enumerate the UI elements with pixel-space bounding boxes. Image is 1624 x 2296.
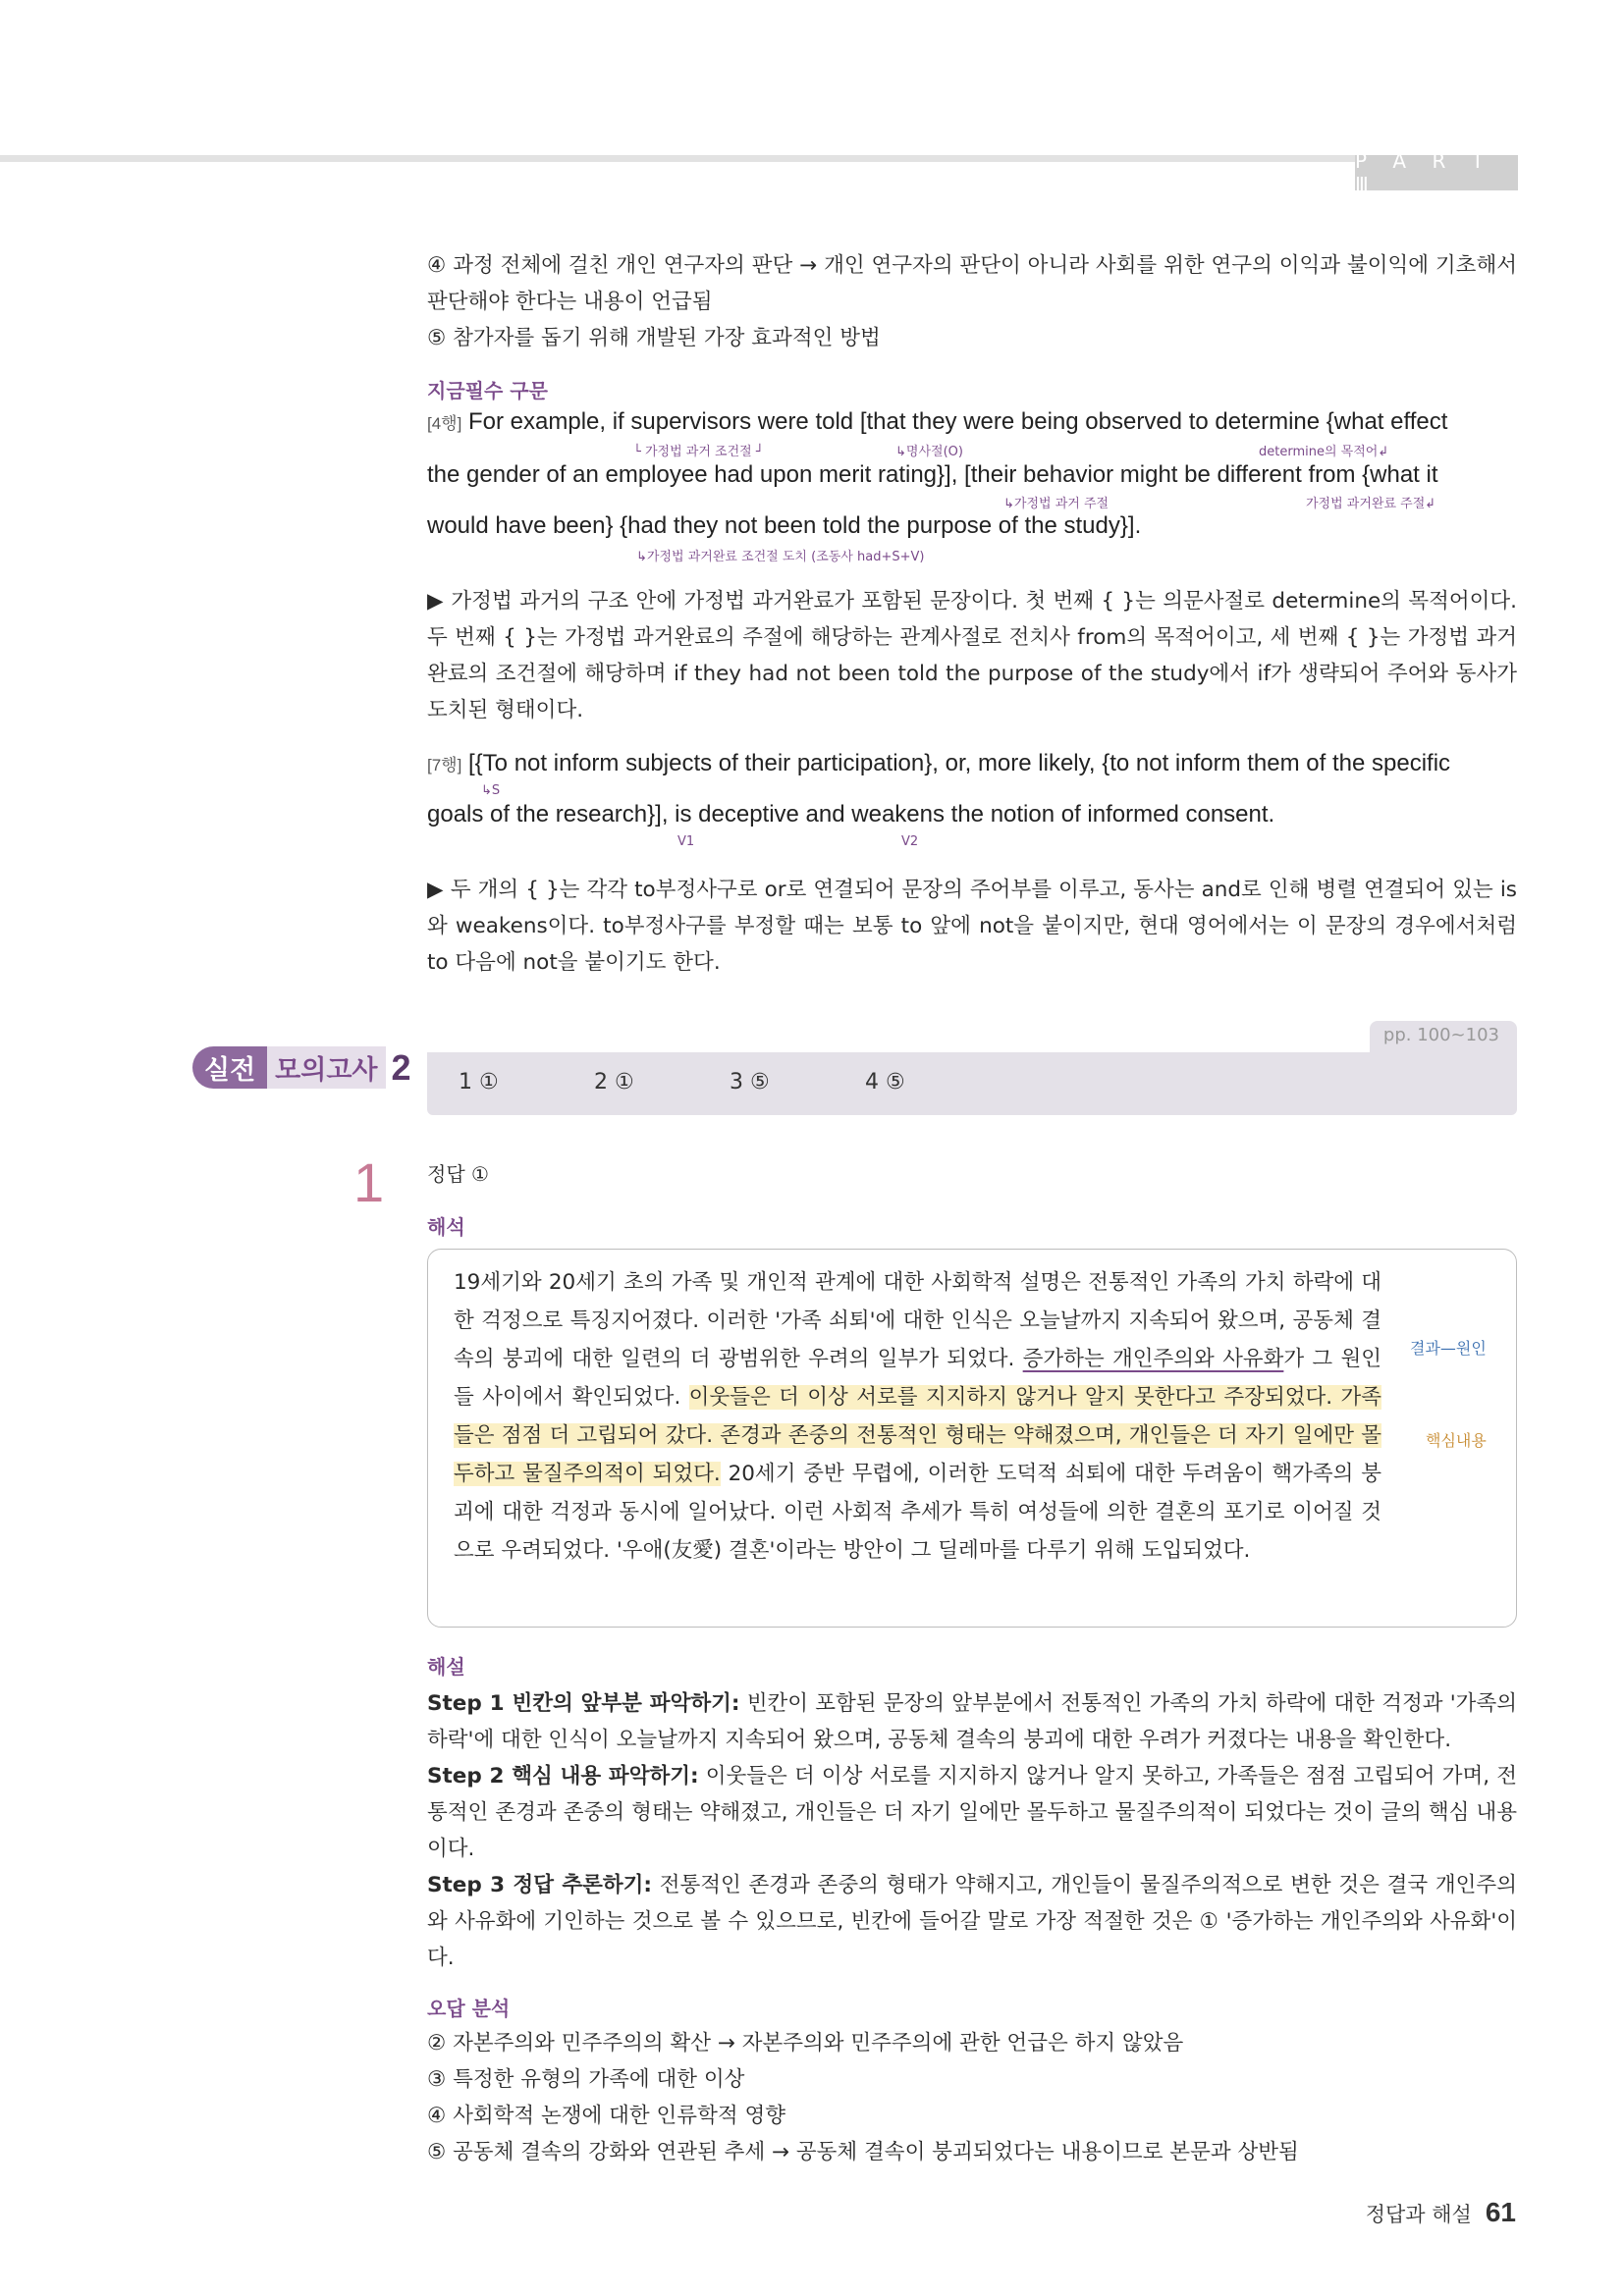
explain-1: ▶ 가정법 과거의 구조 안에 가정법 과거완료가 포함된 문장이다. 첫 번째 { }는 의문사절로 determine의 목적어이다. 두 번째 { }는 가정법 과거완료의 주절에 해당하는 관계사절로 전치사 from의 목적어이고, 세 번째 { }는 가정법 과거완료의 조건절에 해당하며 if they had not been told the purpose of the study에서 if가 생략되어 주어와 동사가 도치된 형태이다. xyxy=(427,589,1517,722)
option-5: ⑤ 참가자를 돕기 위해 개발된 가장 효과적인 방법 xyxy=(427,326,881,350)
step-head: Step 3 정답 추론하기: xyxy=(427,1873,653,1897)
header-rule xyxy=(0,155,1394,162)
annotation-object: determine의 목적어↲ xyxy=(1259,445,1389,459)
question-number: 1 xyxy=(353,1151,385,1213)
answer-bar xyxy=(427,1025,1517,1115)
answer-item: 4 ⑤ xyxy=(865,1070,905,1095)
translation-part: 19세기와 20세기 초의 가족 및 개인적 관계에 대한 사회학적 설명은 전통적인 가족의 가치 하락에 대한 걱정으로 특징지어졌다. 이러한 '가족 쇠퇴'에 대한 인식은 오늘날까지 지속되어 왔으며, 공동체 결속의 붕괴에 대한 일련의 더 광범위한 우려의 일부가 되었다. xyxy=(454,1270,1381,1371)
translation-title: 해석 xyxy=(427,1215,465,1239)
line-tag: [7행] xyxy=(427,756,462,774)
syntax-line7-b: goals of the research}], is deceptive and weakens the notion of informed consent. xyxy=(427,801,1275,828)
sentence-text: For example, if supervisors were told [that they were being observed to determine {what effect xyxy=(468,408,1448,435)
explanation-title: 해설 xyxy=(427,1655,465,1679)
syntax-line4-b: the gender of an employee had upon merit rating}], [their behavior might be different from {what it xyxy=(427,461,1438,488)
translation-box xyxy=(427,1249,1517,1628)
step-body: 빈칸이 포함된 문장의 앞부분에서 전통적인 가족의 가치 하락에 대한 걱정과 '가족의 하락'에 대한 인식이 오늘날까지 지속되어 왔으며, 공동체 결속의 붕괴에 대한 우려가 커졌다는 내용을 확인한다. xyxy=(427,1691,1517,1752)
step-head: Step 2 핵심 내용 파악하기: xyxy=(427,1764,699,1789)
sentence-text: [{To not inform subjects of their participation}, or, more likely, {to not inform them of the specific xyxy=(468,750,1451,776)
option-4: ④ 과정 전체에 걸친 개인 연구자의 판단 → 개인 연구자의 판단이 아니라 사회를 위한 연구의 이익과 불이익에 기초해서 판단해야 한다는 내용이 언급됨 xyxy=(427,253,1517,314)
syntax-line7-a xyxy=(427,750,1450,777)
line-tag: [4행] xyxy=(427,414,462,433)
annotation-v2: V2 xyxy=(901,834,919,849)
annotation-noun-clause: ↳명사절(O) xyxy=(895,445,963,459)
wrong-item: ② 자본주의와 민주주의의 확산 → 자본주의와 민주주의에 관한 언급은 하지 않았음 xyxy=(427,2031,1184,2056)
step-head: Step 1 빈칸의 앞부분 파악하기: xyxy=(427,1691,740,1716)
translation-text xyxy=(454,1263,1381,1570)
translation-title-wrap xyxy=(427,1211,1517,1240)
explain-2: ▶ 두 개의 { }는 각각 to부정사구로 or로 연결되어 문장의 주어부를 이루고, 동사는 and로 인해 병렬 연결되어 있는 is와 weakens이다. to부정사구를 부정할 때는 보통 to 앞에 not을 붙이지만, 현대 영어에서는 이 문장의 경우에서처럼 to 다음에 not을 붙이기도 한다. xyxy=(427,878,1517,975)
syntax-line4-a xyxy=(427,408,1447,436)
pages-ref: pp. 100~103 xyxy=(1382,1025,1499,1045)
translation-part: 가 그 원인들 사이에서 확인되었다. xyxy=(454,1347,1381,1410)
step-3 xyxy=(427,1867,1517,1976)
annotation-s: ↳S xyxy=(481,783,501,798)
badge-number: 2 xyxy=(391,1046,411,1088)
translation-part: 20세기 중반 무렵에, 이러한 도덕적 쇠퇴에 대한 두려움이 핵가족의 붕괴에 대한 걱정과 동시에 일어났다. 이런 사회적 추세가 특히 여성들에 의한 결혼의 포기로 이어질 것으로 우려되었다. '우애(友愛) 결혼'이라는 방안이 그 딜레마를 다루기 위해 도입되었다. xyxy=(454,1462,1381,1563)
annotation-main: ↳가정법 과거 주절 xyxy=(1003,497,1110,511)
step-2 xyxy=(427,1758,1517,1867)
annotation-perf-main: 가정법 과거완료 주절↲ xyxy=(1306,497,1436,511)
answer-item: 3 ⑤ xyxy=(730,1070,770,1095)
annotation-inversion: ↳가정법 과거완료 조건절 도치 (조동사 had+S+V) xyxy=(636,550,925,564)
wrong-item: ④ 사회학적 논쟁에 대한 인류학적 영향 xyxy=(427,2104,785,2128)
answer-item: 1 ① xyxy=(459,1070,499,1095)
section-badge xyxy=(192,1046,411,1089)
step-body: 이웃들은 더 이상 서로를 지지하지 않거나 알지 못하고, 가족들은 점점 고립되어 가며, 전통적인 존경과 존중의 형태는 약해졌고, 개인들은 더 자기 일에만 몰두하고 물질주의적이 되었다는 것이 글의 핵심 내용이다. xyxy=(427,1764,1517,1861)
wrong-analysis-wrap xyxy=(427,1993,1517,2170)
answer-line-wrap xyxy=(427,1156,1517,1193)
annotation-cond: └ 가정법 과거 조건절 ┘ xyxy=(633,445,764,459)
translation-highlight: 이웃들은 더 이상 서로를 지지하지 않거나 알지 못한다고 주장되었다. 가족들은 점점 더 고립되어 갔다. 존경과 존중의 전통적인 형태는 약해졌으며, 개인들은 더 자기 일에만 몰두하고 물질주의적이 되었다. xyxy=(454,1385,1381,1486)
explanation-wrap xyxy=(427,1651,1517,1976)
explain-1-wrap xyxy=(427,583,1517,728)
translation-blank: 증가하는 개인주의와 사유화 xyxy=(1022,1347,1284,1371)
top-options xyxy=(427,247,1517,356)
note-core: 핵심내용 xyxy=(1426,1431,1487,1450)
syntax-title: 지금필수 구문 xyxy=(427,379,548,402)
page-footer xyxy=(1366,2197,1516,2228)
badge-label: 모의고사 xyxy=(267,1046,385,1089)
answer-item: 2 ① xyxy=(594,1070,634,1095)
footer-label: 정답과 해설 xyxy=(1365,2203,1472,2226)
page-number: 61 xyxy=(1485,2197,1516,2227)
syntax-title-wrap xyxy=(427,375,1517,403)
part-label: P A R T Ⅲ xyxy=(1355,155,1518,190)
step-1 xyxy=(427,1685,1517,1758)
explain-2-wrap xyxy=(427,872,1517,981)
wrong-item: ⑤ 공동체 결속의 강화와 연관된 추세 → 공동체 결속이 붕괴되었다는 내용이므로 본문과 상반됨 xyxy=(427,2140,1299,2164)
wrong-title: 오답 분석 xyxy=(427,1997,511,2020)
syntax-line4-c: would have been} {had they not been told the purpose of the study}]. xyxy=(427,512,1142,539)
note-cause-effect: 결과—원인 xyxy=(1410,1339,1487,1358)
answer-line: 정답 ① xyxy=(427,1162,489,1186)
step-body: 전통적인 존경과 존중의 형태가 약해지고, 개인들이 물질주의적으로 변한 것은 결국 개인주의와 사유화에 기인하는 것으로 볼 수 있으므로, 빈칸에 들어갈 말로 가장 적절한 것은 ① '증가하는 개인주의와 사유화'이다. xyxy=(427,1873,1517,1970)
wrong-item: ③ 특정한 유형의 가족에 대한 이상 xyxy=(427,2067,745,2092)
annotation-v1: V1 xyxy=(677,834,695,849)
badge-pill: 실전 xyxy=(192,1046,267,1089)
